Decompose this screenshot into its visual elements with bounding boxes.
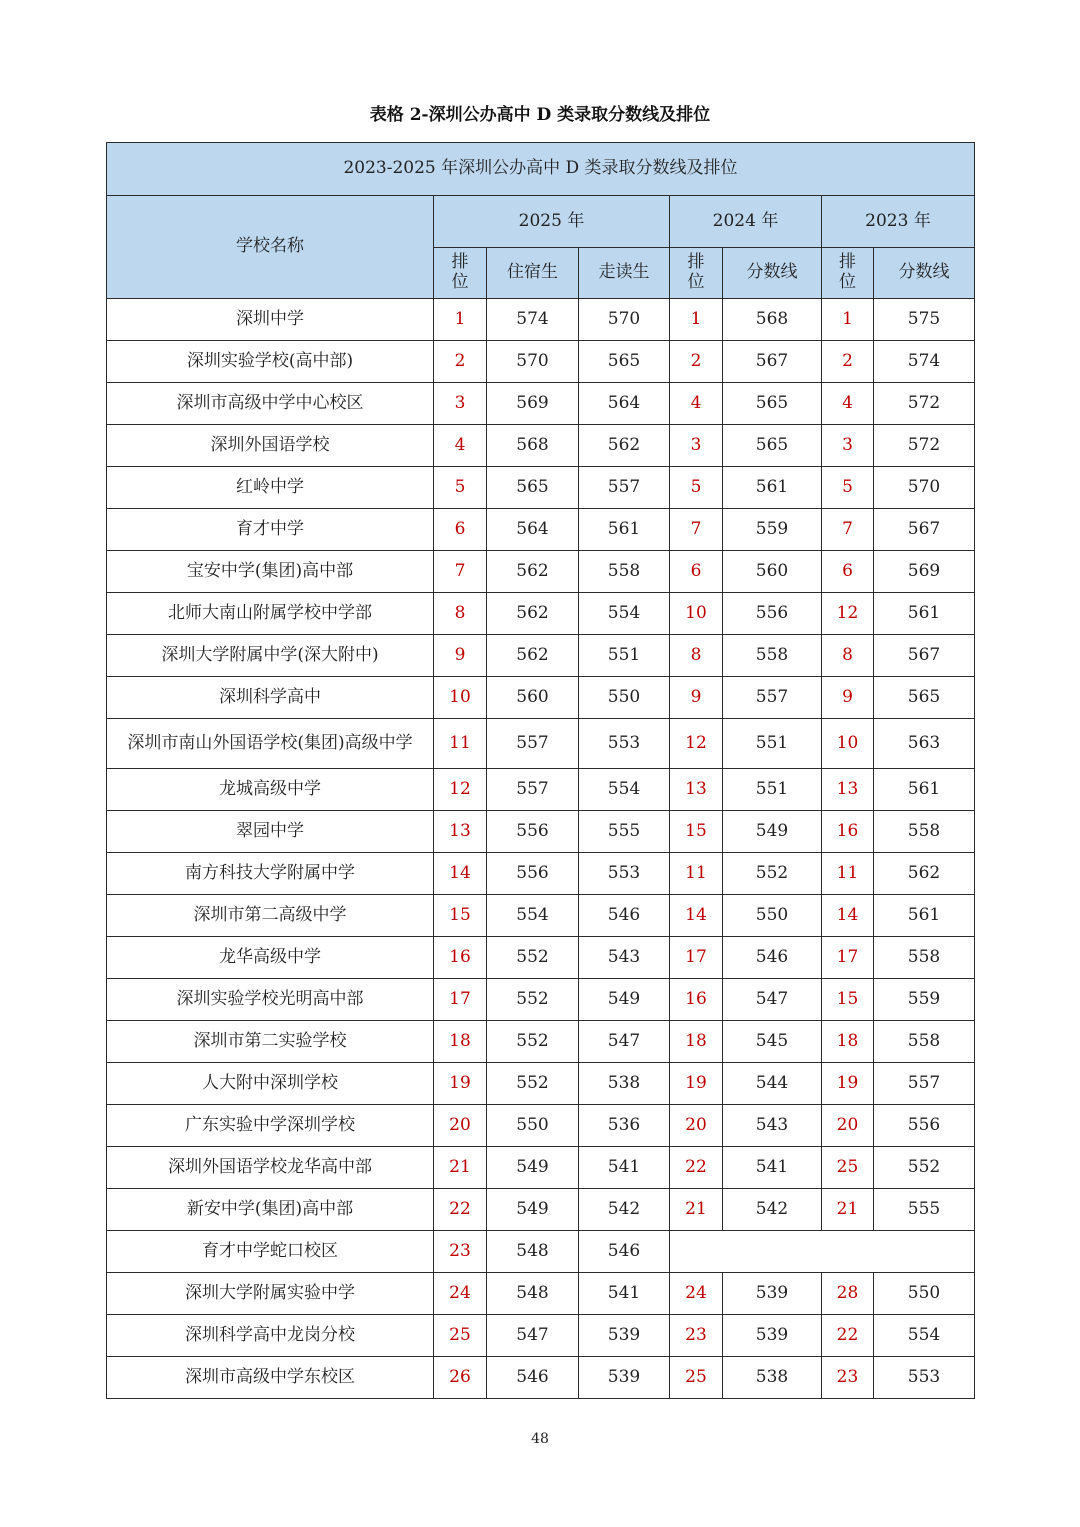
- table-row: [107, 1063, 975, 1105]
- rank-2025-cell: 13: [434, 811, 487, 853]
- score-2023-cell: 557: [874, 1063, 975, 1105]
- table-row: [107, 1273, 975, 1315]
- rank-2025-cell: 11: [434, 719, 487, 769]
- rank-2025-cell: 26: [434, 1357, 487, 1399]
- score-2024-cell: 541: [723, 1147, 822, 1189]
- rank-2025-cell: 6: [434, 509, 487, 551]
- school-name-cell: 深圳市高级中学中心校区: [107, 383, 434, 425]
- score-2024-cell: 538: [723, 1357, 822, 1399]
- score-2024-cell: 560: [723, 551, 822, 593]
- rank-2024-cell: 13: [670, 769, 723, 811]
- rank-2024-cell: 25: [670, 1357, 723, 1399]
- rank-2023-cell: 21: [822, 1189, 874, 1231]
- table-row: [107, 1357, 975, 1399]
- table-row: [107, 635, 975, 677]
- rank-2023-cell: 18: [822, 1021, 874, 1063]
- table-row: [107, 551, 975, 593]
- day-score-cell: 549: [579, 979, 670, 1021]
- school-name-cell: 龙华高级中学: [107, 937, 434, 979]
- day-score-cell: 553: [579, 719, 670, 769]
- school-name-cell: 深圳大学附属中学(深大附中): [107, 635, 434, 677]
- header-score-2024: 分数线: [723, 248, 822, 299]
- day-score-cell: 558: [579, 551, 670, 593]
- school-name-cell: 育才中学蛇口校区: [107, 1231, 434, 1273]
- day-score-cell: 543: [579, 937, 670, 979]
- day-score-cell: 555: [579, 811, 670, 853]
- rank-2024-cell: 22: [670, 1147, 723, 1189]
- score-2023-cell: 554: [874, 1315, 975, 1357]
- day-score-cell: 561: [579, 509, 670, 551]
- score-2024-cell: 550: [723, 895, 822, 937]
- rank-2024-cell: 3: [670, 425, 723, 467]
- boarding-score-cell: 574: [487, 299, 579, 341]
- score-2023-cell: 567: [874, 509, 975, 551]
- day-score-cell: 554: [579, 593, 670, 635]
- day-score-cell: 557: [579, 467, 670, 509]
- table-row: [107, 853, 975, 895]
- rank-2025-cell: 18: [434, 1021, 487, 1063]
- table-row: [107, 811, 975, 853]
- score-2023-cell: 575: [874, 299, 975, 341]
- score-2023-cell: 565: [874, 677, 975, 719]
- boarding-score-cell: 550: [487, 1105, 579, 1147]
- day-score-cell: 551: [579, 635, 670, 677]
- table-row: [107, 467, 975, 509]
- school-name-cell: 南方科技大学附属中学: [107, 853, 434, 895]
- rank-2023-cell: 20: [822, 1105, 874, 1147]
- boarding-score-cell: 552: [487, 979, 579, 1021]
- boarding-score-cell: 562: [487, 551, 579, 593]
- rank-2025-cell: 20: [434, 1105, 487, 1147]
- boarding-score-cell: 549: [487, 1147, 579, 1189]
- rank-2024-cell: 6: [670, 551, 723, 593]
- score-2024-cell: 557: [723, 677, 822, 719]
- rank-2024-cell: 21: [670, 1189, 723, 1231]
- rank-2024-cell: 17: [670, 937, 723, 979]
- header-rank-2024: 排 位: [670, 248, 723, 299]
- score-2024-cell: 551: [723, 769, 822, 811]
- score-2023-cell: 570: [874, 467, 975, 509]
- score-2024-cell: 542: [723, 1189, 822, 1231]
- rank-2024-cell: 18: [670, 1021, 723, 1063]
- boarding-score-cell: 557: [487, 719, 579, 769]
- score-2023-cell: 563: [874, 719, 975, 769]
- table-row: [107, 1105, 975, 1147]
- page-number: 48: [531, 1431, 549, 1447]
- table-row: [107, 341, 975, 383]
- boarding-score-cell: 547: [487, 1315, 579, 1357]
- rank-2025-cell: 19: [434, 1063, 487, 1105]
- no-data-cell: [670, 1231, 975, 1273]
- score-2023-cell: 553: [874, 1357, 975, 1399]
- day-score-cell: 538: [579, 1063, 670, 1105]
- rank-2023-cell: 7: [822, 509, 874, 551]
- boarding-score-cell: 548: [487, 1231, 579, 1273]
- table-row: [107, 769, 975, 811]
- school-name-cell: 深圳科学高中: [107, 677, 434, 719]
- school-name-cell: 深圳科学高中龙岗分校: [107, 1315, 434, 1357]
- rank-2023-cell: 16: [822, 811, 874, 853]
- boarding-score-cell: 548: [487, 1273, 579, 1315]
- score-2023-cell: 567: [874, 635, 975, 677]
- boarding-score-cell: 560: [487, 677, 579, 719]
- rank-2025-cell: 4: [434, 425, 487, 467]
- score-2024-cell: 549: [723, 811, 822, 853]
- score-2024-cell: 559: [723, 509, 822, 551]
- table-row: [107, 895, 975, 937]
- school-name-cell: 育才中学: [107, 509, 434, 551]
- school-name-cell: 人大附中深圳学校: [107, 1063, 434, 1105]
- rank-2025-cell: 14: [434, 853, 487, 895]
- rank-2023-cell: 22: [822, 1315, 874, 1357]
- score-2024-cell: 568: [723, 299, 822, 341]
- rank-2024-cell: 11: [670, 853, 723, 895]
- rank-2023-cell: 14: [822, 895, 874, 937]
- table-title: 2023-2025 年深圳公办高中 D 类录取分数线及排位: [107, 143, 975, 196]
- rank-2023-cell: 28: [822, 1273, 874, 1315]
- table-row: [107, 979, 975, 1021]
- rank-2025-cell: 16: [434, 937, 487, 979]
- boarding-score-cell: 554: [487, 895, 579, 937]
- rank-2024-cell: 9: [670, 677, 723, 719]
- score-2023-cell: 561: [874, 895, 975, 937]
- school-name-cell: 深圳大学附属实验中学: [107, 1273, 434, 1315]
- score-2024-cell: 544: [723, 1063, 822, 1105]
- header-year-2024: 2024 年: [670, 196, 822, 248]
- rank-2024-cell: 12: [670, 719, 723, 769]
- table-row: [107, 1315, 975, 1357]
- boarding-score-cell: 549: [487, 1189, 579, 1231]
- rank-2025-cell: 15: [434, 895, 487, 937]
- rank-2024-cell: 2: [670, 341, 723, 383]
- rank-2024-cell: 4: [670, 383, 723, 425]
- score-2023-cell: 562: [874, 853, 975, 895]
- table-caption: 表格 2-深圳公办高中 D 类录取分数线及排位: [369, 105, 711, 125]
- rank-2025-cell: 9: [434, 635, 487, 677]
- rank-2024-cell: 24: [670, 1273, 723, 1315]
- rank-2023-cell: 23: [822, 1357, 874, 1399]
- boarding-score-cell: 568: [487, 425, 579, 467]
- rank-2024-cell: 14: [670, 895, 723, 937]
- day-score-cell: 546: [579, 1231, 670, 1273]
- school-name-cell: 新安中学(集团)高中部: [107, 1189, 434, 1231]
- score-2023-cell: 556: [874, 1105, 975, 1147]
- rank-2025-cell: 23: [434, 1231, 487, 1273]
- score-2023-cell: 559: [874, 979, 975, 1021]
- boarding-score-cell: 552: [487, 1021, 579, 1063]
- score-2023-cell: 561: [874, 769, 975, 811]
- school-name-cell: 翠园中学: [107, 811, 434, 853]
- day-score-cell: 541: [579, 1147, 670, 1189]
- boarding-score-cell: 552: [487, 1063, 579, 1105]
- boarding-score-cell: 556: [487, 853, 579, 895]
- school-name-cell: 广东实验中学深圳学校: [107, 1105, 434, 1147]
- rank-2023-cell: 25: [822, 1147, 874, 1189]
- day-score-cell: 564: [579, 383, 670, 425]
- rank-2025-cell: 1: [434, 299, 487, 341]
- rank-2023-cell: 8: [822, 635, 874, 677]
- admission-score-table: [106, 142, 975, 1399]
- rank-2024-cell: 20: [670, 1105, 723, 1147]
- rank-2024-cell: 7: [670, 509, 723, 551]
- score-2024-cell: 551: [723, 719, 822, 769]
- score-2023-cell: 550: [874, 1273, 975, 1315]
- score-2023-cell: 558: [874, 811, 975, 853]
- header-school-name: 学校名称: [107, 196, 434, 299]
- day-score-cell: 562: [579, 425, 670, 467]
- rank-2025-cell: 17: [434, 979, 487, 1021]
- rank-2023-cell: 15: [822, 979, 874, 1021]
- rank-2024-cell: 10: [670, 593, 723, 635]
- boarding-score-cell: 557: [487, 769, 579, 811]
- score-2024-cell: 543: [723, 1105, 822, 1147]
- school-name-cell: 深圳外国语学校: [107, 425, 434, 467]
- score-2023-cell: 561: [874, 593, 975, 635]
- rank-2024-cell: 5: [670, 467, 723, 509]
- table-row: [107, 1231, 975, 1273]
- rank-2024-cell: 19: [670, 1063, 723, 1105]
- table-row: [107, 1189, 975, 1231]
- school-name-cell: 北师大南山附属学校中学部: [107, 593, 434, 635]
- score-2024-cell: 558: [723, 635, 822, 677]
- rank-2024-cell: 8: [670, 635, 723, 677]
- rank-2023-cell: 10: [822, 719, 874, 769]
- score-2024-cell: 547: [723, 979, 822, 1021]
- school-name-cell: 深圳市第二实验学校: [107, 1021, 434, 1063]
- day-score-cell: 554: [579, 769, 670, 811]
- boarding-score-cell: 569: [487, 383, 579, 425]
- header-boarding: 住宿生: [487, 248, 579, 299]
- score-2023-cell: 569: [874, 551, 975, 593]
- rank-2025-cell: 25: [434, 1315, 487, 1357]
- table-row: [107, 425, 975, 467]
- boarding-score-cell: 564: [487, 509, 579, 551]
- score-2023-cell: 572: [874, 425, 975, 467]
- score-2023-cell: 552: [874, 1147, 975, 1189]
- rank-2025-cell: 3: [434, 383, 487, 425]
- school-name-cell: 宝安中学(集团)高中部: [107, 551, 434, 593]
- rank-2023-cell: 4: [822, 383, 874, 425]
- school-name-cell: 深圳市第二高级中学: [107, 895, 434, 937]
- day-score-cell: 539: [579, 1315, 670, 1357]
- boarding-score-cell: 562: [487, 593, 579, 635]
- table-row: [107, 593, 975, 635]
- rank-2024-cell: 23: [670, 1315, 723, 1357]
- header-rank-2025: 排 位: [434, 248, 487, 299]
- rank-2025-cell: 24: [434, 1273, 487, 1315]
- rank-2023-cell: 12: [822, 593, 874, 635]
- header-score-2023: 分数线: [874, 248, 975, 299]
- rank-2025-cell: 5: [434, 467, 487, 509]
- school-name-cell: 龙城高级中学: [107, 769, 434, 811]
- rank-2023-cell: 6: [822, 551, 874, 593]
- table-row: [107, 509, 975, 551]
- table-row: [107, 383, 975, 425]
- score-2024-cell: 565: [723, 425, 822, 467]
- score-2024-cell: 539: [723, 1315, 822, 1357]
- boarding-score-cell: 570: [487, 341, 579, 383]
- rank-2024-cell: 16: [670, 979, 723, 1021]
- table-row: [107, 937, 975, 979]
- rank-2025-cell: 2: [434, 341, 487, 383]
- school-name-cell: 深圳实验学校光明高中部: [107, 979, 434, 1021]
- table-row: [107, 299, 975, 341]
- score-2024-cell: 552: [723, 853, 822, 895]
- score-2024-cell: 561: [723, 467, 822, 509]
- score-2024-cell: 565: [723, 383, 822, 425]
- rank-2023-cell: 5: [822, 467, 874, 509]
- school-name-cell: 深圳中学: [107, 299, 434, 341]
- day-score-cell: 542: [579, 1189, 670, 1231]
- score-2023-cell: 572: [874, 383, 975, 425]
- day-score-cell: 553: [579, 853, 670, 895]
- school-name-cell: 深圳市南山外国语学校(集团)高级中学: [107, 719, 434, 769]
- rank-2023-cell: 1: [822, 299, 874, 341]
- header-year-2023: 2023 年: [822, 196, 975, 248]
- rank-2025-cell: 8: [434, 593, 487, 635]
- header-rank-2023: 排 位: [822, 248, 874, 299]
- table-row: [107, 1021, 975, 1063]
- rank-2023-cell: 9: [822, 677, 874, 719]
- boarding-score-cell: 562: [487, 635, 579, 677]
- table-row: [107, 677, 975, 719]
- table-row: [107, 719, 975, 769]
- table-row: [107, 1147, 975, 1189]
- rank-2023-cell: 19: [822, 1063, 874, 1105]
- rank-2025-cell: 10: [434, 677, 487, 719]
- boarding-score-cell: 565: [487, 467, 579, 509]
- boarding-score-cell: 552: [487, 937, 579, 979]
- table-body: [107, 299, 975, 1399]
- school-name-cell: 深圳市高级中学东校区: [107, 1357, 434, 1399]
- score-2024-cell: 556: [723, 593, 822, 635]
- rank-2023-cell: 11: [822, 853, 874, 895]
- school-name-cell: 深圳实验学校(高中部): [107, 341, 434, 383]
- score-2024-cell: 567: [723, 341, 822, 383]
- score-2024-cell: 545: [723, 1021, 822, 1063]
- rank-2023-cell: 3: [822, 425, 874, 467]
- school-name-cell: 深圳外国语学校龙华高中部: [107, 1147, 434, 1189]
- rank-2025-cell: 7: [434, 551, 487, 593]
- rank-2025-cell: 22: [434, 1189, 487, 1231]
- day-score-cell: 541: [579, 1273, 670, 1315]
- day-score-cell: 565: [579, 341, 670, 383]
- day-score-cell: 550: [579, 677, 670, 719]
- header-year-2025: 2025 年: [434, 196, 670, 248]
- score-2023-cell: 558: [874, 937, 975, 979]
- rank-2025-cell: 21: [434, 1147, 487, 1189]
- score-2023-cell: 555: [874, 1189, 975, 1231]
- boarding-score-cell: 546: [487, 1357, 579, 1399]
- rank-2023-cell: 17: [822, 937, 874, 979]
- score-2024-cell: 539: [723, 1273, 822, 1315]
- header-day: 走读生: [579, 248, 670, 299]
- day-score-cell: 539: [579, 1357, 670, 1399]
- score-2023-cell: 558: [874, 1021, 975, 1063]
- boarding-score-cell: 556: [487, 811, 579, 853]
- rank-2024-cell: 1: [670, 299, 723, 341]
- score-2023-cell: 574: [874, 341, 975, 383]
- day-score-cell: 547: [579, 1021, 670, 1063]
- day-score-cell: 546: [579, 895, 670, 937]
- rank-2023-cell: 2: [822, 341, 874, 383]
- rank-2023-cell: 13: [822, 769, 874, 811]
- school-name-cell: 红岭中学: [107, 467, 434, 509]
- score-2024-cell: 546: [723, 937, 822, 979]
- rank-2024-cell: 15: [670, 811, 723, 853]
- day-score-cell: 570: [579, 299, 670, 341]
- rank-2025-cell: 12: [434, 769, 487, 811]
- day-score-cell: 536: [579, 1105, 670, 1147]
